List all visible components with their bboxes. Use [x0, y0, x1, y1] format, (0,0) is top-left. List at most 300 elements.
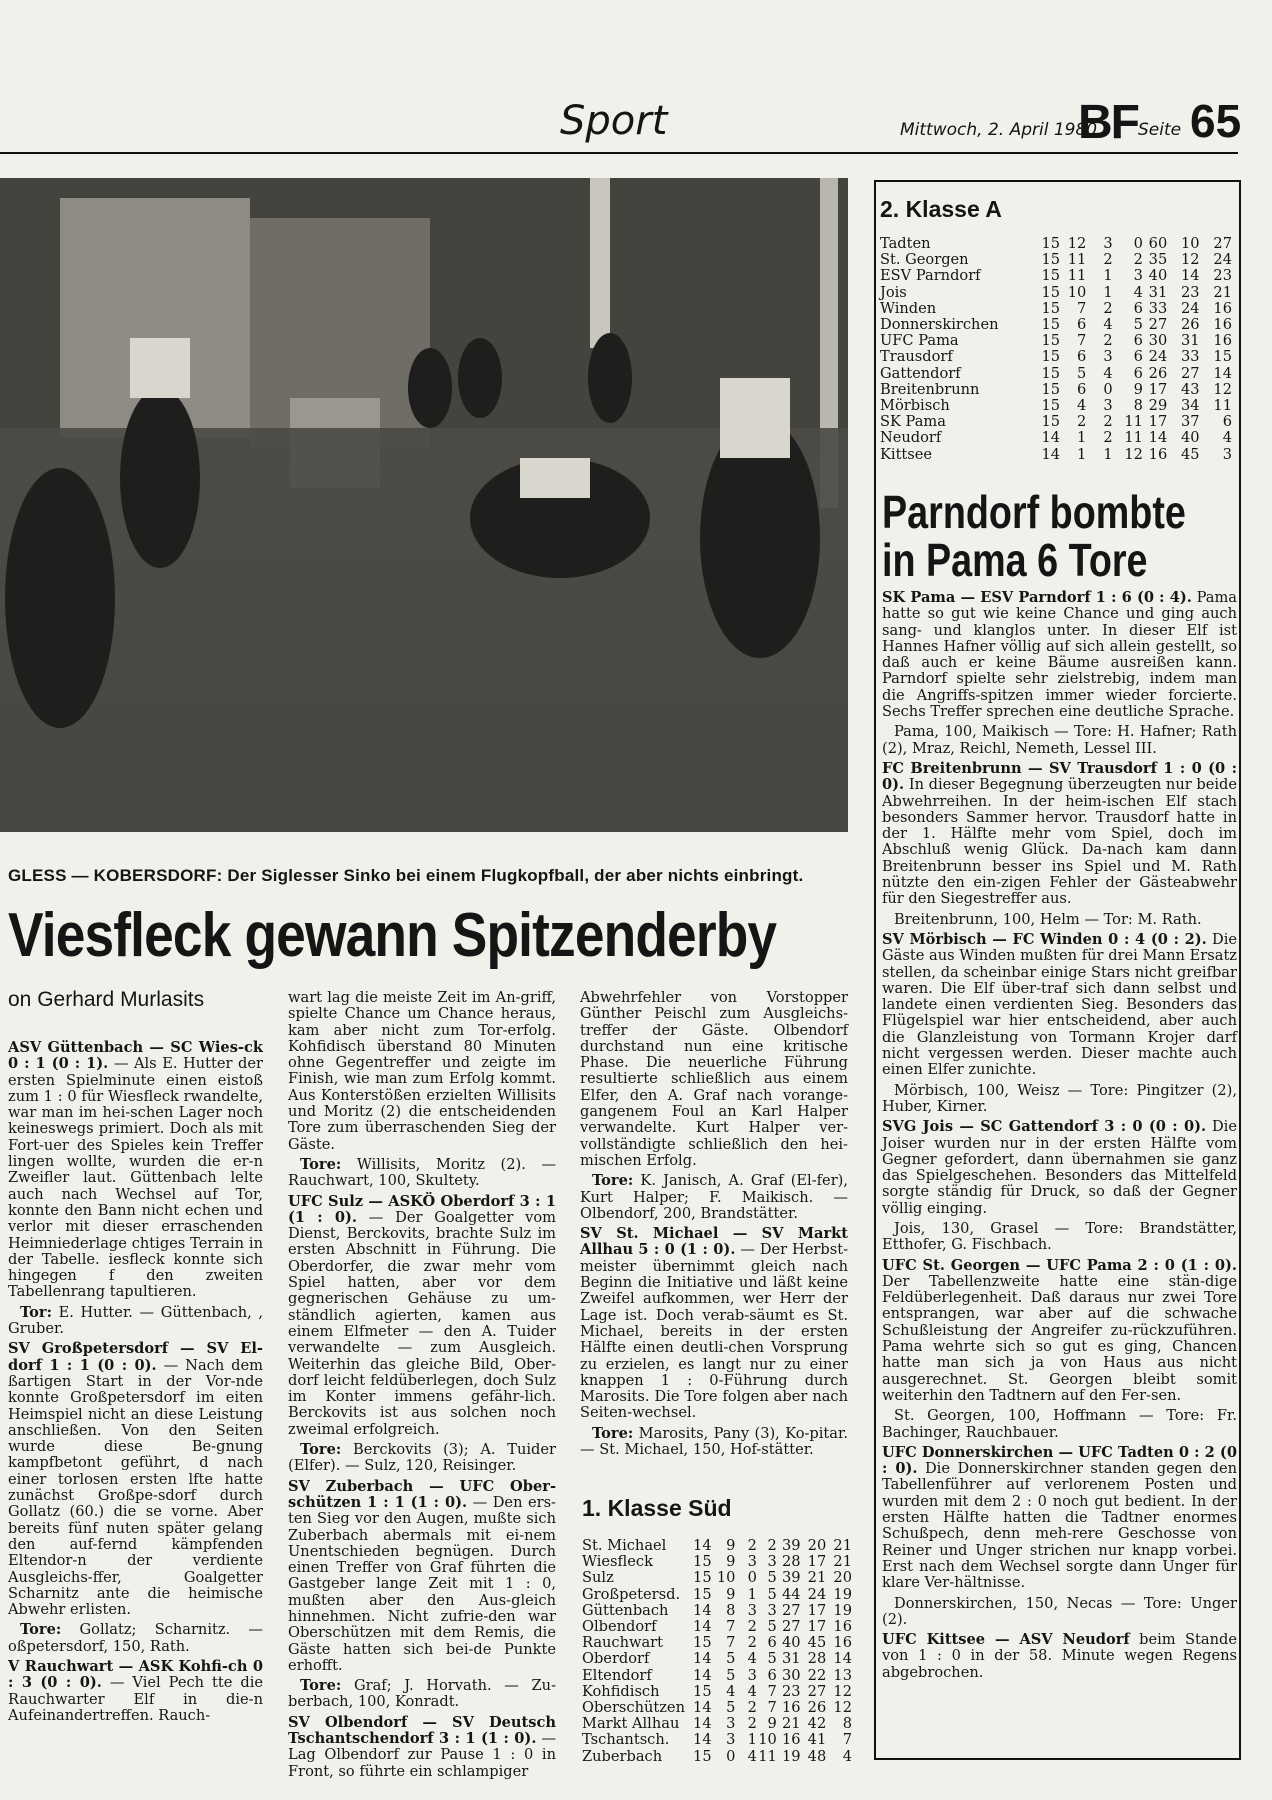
paragraph: UFC Donnerskirchen — UFC Tadten 0 : 2 (0 : 0). Die Donnerskirchner standen gegen den Tabellenführer auf verlorenem Posten und wurden mit dem 2 : 0 noch gut bedient. In der ersten Hälfte hatten die Tadtner enormes Schußpech, denn meh-rere Geschosse von Reiner und Unger strichen nur knapp vorbei. Erst nach dem Wechsel sorgte dann Unger für klare Ver-hältnisse. — [882, 1443, 1237, 1592]
stat-cell: 14 — [1181, 267, 1200, 285]
stat-cell: 15 — [1041, 283, 1061, 301]
stat-cell: 6 — [1222, 413, 1232, 431]
stat-cell: 17 — [807, 1601, 827, 1619]
paragraph: Tore: Gollatz; Scharnitz. — oßpetersdorf, 150, Rath. — [8, 1621, 264, 1655]
stat-cell: 14 — [693, 1601, 712, 1619]
table-title-klasse-sued: 1. Klasse Süd — [582, 1495, 732, 1521]
table-row — [880, 430, 1232, 446]
stat-cell: 9 — [726, 1553, 736, 1571]
paragraph: Mörbisch, 100, Weisz — Tore: Pingitzer (2), Huber, Kirner. — [882, 1081, 1237, 1115]
stat-cell: 27 — [1148, 316, 1168, 334]
stat-cell: 19 — [833, 1601, 852, 1619]
stat-cell: 41 — [807, 1731, 827, 1749]
paragraph: Pama, 100, Maikisch — Tore: H. Hafner; Rath (2), Mraz, Reichl, Nemeth, Lessel III. — [882, 723, 1237, 757]
paragraph: SV St. Michael — SV Markt Allhau 5 : 0 (1 : 0). — Der Herbst-meister übernimmt gleich nach Beginn die Initiative und läßt keine Zweifel aufkommen, wer Herr der Lage ist. Doch verab-säumt es St. Michael, bereits in der ersten Hälfte einen deutli-chen Vorsprung zu erzielen, es langt nur zu einer knappen 1 : 0-Führung durch Marosits. Die Tore folgen aber nach Seiten-wechsel. — [580, 1225, 849, 1422]
team-name: Neudorf — [880, 429, 942, 447]
stat-cell: 31 — [1181, 332, 1200, 350]
table-row — [880, 236, 1232, 252]
stat-cell: 14 — [833, 1650, 852, 1668]
stat-cell: 6 — [1133, 348, 1143, 366]
stat-cell: 39 — [781, 1569, 801, 1587]
stat-cell: 3 — [767, 1601, 777, 1619]
stat-cell: 10 — [1181, 235, 1200, 252]
stat-cell: 4 — [1103, 364, 1113, 382]
stat-cell: 3 — [747, 1553, 757, 1571]
stat-cell: 14 — [693, 1715, 712, 1733]
stat-cell: 8 — [726, 1601, 736, 1619]
stat-cell: 7 — [726, 1634, 736, 1652]
stat-cell: 1 — [1103, 267, 1113, 285]
team-name: Zuberbach — [582, 1747, 663, 1765]
header-rule — [0, 152, 1238, 154]
stat-cell: 3 — [1103, 235, 1113, 252]
stat-cell: 12 — [833, 1699, 852, 1717]
stat-cell: 26 — [807, 1699, 827, 1717]
stat-cell: 12 — [1213, 380, 1232, 398]
photo-caption: GLESS — KOBERSDORF: Der Siglesser Sinko bei einem Flugkopfball, der aber nichts einbringt. — [8, 866, 804, 885]
team-name: St. Georgen — [880, 251, 969, 269]
page-label: Seite — [1138, 120, 1182, 140]
stat-cell: 9 — [1133, 380, 1143, 398]
team-name: Tadten — [880, 235, 931, 252]
stat-cell: 11 — [1067, 251, 1087, 269]
article-column-1 — [8, 1040, 263, 1728]
stat-cell: 2 — [1103, 299, 1113, 317]
stat-cell: 14 — [1041, 429, 1061, 447]
stat-cell: 8 — [842, 1715, 852, 1733]
table-row — [582, 1732, 852, 1748]
stat-cell: 3 — [1222, 445, 1232, 463]
stat-cell: 2 — [1103, 332, 1113, 350]
team-name: UFC Pama — [880, 332, 959, 350]
paragraph: St. Georgen, 100, Hoffmann — Tore: Fr. Bachinger, Rauchbauer. — [882, 1407, 1237, 1441]
stat-cell: 12 — [833, 1682, 852, 1700]
stat-cell: 24 — [807, 1585, 827, 1603]
stat-cell: 2 — [747, 1715, 757, 1733]
team-name: Wiesfleck — [582, 1553, 653, 1571]
stat-cell: 23 — [1213, 267, 1232, 285]
stat-cell: 0 — [1103, 380, 1113, 398]
stat-cell: 23 — [1181, 283, 1200, 301]
table-row — [582, 1538, 852, 1554]
stat-cell: 16 — [833, 1618, 852, 1636]
stat-cell: 30 — [781, 1666, 801, 1684]
table-row — [880, 285, 1232, 301]
stat-cell: 9 — [726, 1537, 736, 1554]
stat-cell: 24 — [1181, 299, 1200, 317]
stat-cell: 0 — [726, 1747, 736, 1765]
stat-cell: 12 — [1067, 235, 1087, 252]
stat-cell: 15 — [1041, 316, 1061, 334]
stat-cell: 4 — [1133, 283, 1143, 301]
stat-cell: 16 — [1148, 445, 1168, 463]
stat-cell: 14 — [693, 1618, 712, 1636]
team-name: Olbendorf — [582, 1618, 657, 1636]
stat-cell: 3 — [726, 1715, 736, 1733]
stat-cell: 15 — [1041, 380, 1061, 398]
stat-cell: 15 — [1041, 332, 1061, 350]
stat-cell: 15 — [693, 1682, 712, 1700]
stat-cell: 17 — [1148, 413, 1168, 431]
stat-cell: 1 — [747, 1731, 757, 1749]
table-row — [582, 1684, 852, 1700]
team-name: Kittsee — [880, 445, 933, 463]
table-row — [880, 398, 1232, 414]
stat-cell: 15 — [693, 1585, 712, 1603]
stat-cell: 12 — [1181, 251, 1200, 269]
stat-cell: 6 — [1077, 380, 1087, 398]
stat-cell: 14 — [1213, 364, 1232, 382]
stat-cell: 5 — [1133, 316, 1143, 334]
stat-cell: 14 — [693, 1666, 712, 1684]
stat-cell: 21 — [833, 1537, 852, 1554]
stat-cell: 28 — [807, 1650, 827, 1668]
paragraph: Tore: Marosits, Pany (3), Ko-pitar. — St. Michael, 150, Hof-stätter. — [580, 1424, 849, 1459]
table-row — [582, 1570, 852, 1586]
stat-cell: 10 — [716, 1569, 736, 1587]
table-row — [582, 1668, 852, 1684]
stat-cell: 1 — [1103, 445, 1113, 463]
stat-cell: 3 — [767, 1553, 777, 1571]
byline: on Gerhard Murlasits — [8, 988, 205, 1011]
stat-cell: 15 — [1041, 397, 1061, 415]
table-row — [582, 1635, 852, 1651]
stat-cell: 20 — [807, 1537, 827, 1554]
stat-cell: 5 — [767, 1618, 777, 1636]
team-name: Donnerskirchen — [880, 316, 999, 334]
team-name: Trausdorf — [880, 348, 953, 366]
stat-cell: 1 — [1103, 283, 1113, 301]
stat-cell: 4 — [1222, 429, 1232, 447]
team-name: Sulz — [582, 1569, 614, 1587]
stat-cell: 5 — [726, 1650, 736, 1668]
stat-cell: 6 — [1133, 299, 1143, 317]
stat-cell: 6 — [1133, 332, 1143, 350]
stat-cell: 40 — [781, 1634, 801, 1652]
stat-cell: 21 — [1213, 283, 1232, 301]
stat-cell: 27 — [781, 1618, 801, 1636]
stat-cell: 15 — [1041, 267, 1061, 285]
stat-cell: 2 — [1103, 251, 1113, 269]
stat-cell: 15 — [1041, 299, 1061, 317]
table-row — [880, 268, 1232, 284]
stat-cell: 5 — [726, 1699, 736, 1717]
stat-cell: 5 — [767, 1650, 777, 1668]
paragraph: wart lag die meiste Zeit im An-griff, spielte Chance um Chance heraus, kam aber nicht zum Tor-erfolg. Kohfidisch überstand 80 Minuten ohne Gegentreffer und zeigte im Finish, wie man zum Erfolg kommt. Aus Konterstößen erzielten Willisits und Moritz (2) die entscheidenden Tore zum überraschenden Sieg der Gäste. — [288, 989, 556, 1153]
paragraph: ASV Güttenbach — SC Wies-ck 0 : 1 (0 : 1). — Als E. Hutter der ersten Spielminute einen eistoß zum 1 : 0 für Wiesfleck rwandelte, war man im hei-schen Lager noch keineswegs primiert. Doch als mit Fort-uer des Spieles kein Treffer lingen wollte, wurden die er-n Zweifler laut. Güttenbach lelte auch nach Wechsel auf Tor, konnte den Bann nicht echen und verlor mit dieser erraschenden Heimniederlage chtiges Terrain in der Tabelle. iesfleck konnte sich hingegen f den zweiten Tabellenrang tapultieren. — [8, 1039, 264, 1301]
stat-cell: 19 — [833, 1585, 852, 1603]
standings-table-klasse-sued — [582, 1538, 852, 1765]
team-name: Breitenbrunn — [880, 380, 980, 398]
stat-cell: 31 — [1148, 283, 1168, 301]
stat-cell: 1 — [1077, 445, 1087, 463]
paragraph: SV Mörbisch — FC Winden 0 : 4 (0 : 2). Die Gäste aus Winden mußten für drei Mann Ersatz stellen, da scheinbar einige Stars nicht greifbar waren. Die Elf über-traf sich dann selbst und landete einen verdienten Sieg. Besonders das Flügelspiel war hier entscheidend, aber auch die Glanzleistung von Tormann Krojer darf nicht vergessen werden. Dieser machte auch einen Elfer zunichte. — [882, 930, 1238, 1079]
paragraph: Jois, 130, Grasel — Tore: Brandstätter, Etthofer, G. Fischbach. — [882, 1219, 1237, 1254]
stat-cell: 4 — [747, 1682, 757, 1700]
stat-cell: 16 — [781, 1731, 801, 1749]
paragraph: Tore: K. Janisch, A. Graf (El-fer), Kurt Halper; F. Maikisch. — Olbendorf, 200, Brandstätter. — [580, 1172, 849, 1222]
stat-cell: 16 — [1213, 299, 1232, 317]
stat-cell: 37 — [1181, 413, 1200, 431]
table-row — [880, 366, 1232, 382]
side-headline — [882, 488, 1186, 584]
table-row — [582, 1603, 852, 1619]
stat-cell: 5 — [1077, 364, 1087, 382]
stat-cell: 43 — [1181, 380, 1200, 398]
table-row — [880, 317, 1232, 333]
table-row — [880, 382, 1232, 398]
stat-cell: 28 — [781, 1553, 801, 1571]
table-row — [880, 349, 1232, 365]
stat-cell: 27 — [1213, 235, 1232, 252]
stat-cell: 48 — [807, 1747, 827, 1765]
table-row — [880, 447, 1232, 463]
article-column-3 — [580, 990, 848, 1462]
stat-cell: 33 — [1181, 348, 1200, 366]
stat-cell: 60 — [1148, 235, 1168, 252]
stat-cell: 14 — [1148, 429, 1168, 447]
paragraph: V Rauchwart — ASK Kohfi-ch 0 : 3 (0 : 0). — Viel Pech tte die Rauchwarter Elf in die-n Aufeinandertreffen. Rauch- — [8, 1657, 264, 1724]
stat-cell: 4 — [747, 1747, 757, 1765]
stat-cell: 10 — [1067, 283, 1087, 301]
stat-cell: 40 — [1181, 429, 1200, 447]
stat-cell: 5 — [767, 1569, 777, 1587]
stat-cell: 24 — [1148, 348, 1168, 366]
stat-cell: 4 — [1077, 397, 1087, 415]
table-row — [582, 1587, 852, 1603]
stat-cell: 34 — [1181, 397, 1200, 415]
stat-cell: 6 — [1077, 316, 1087, 334]
stat-cell: 3 — [1103, 348, 1113, 366]
paragraph: SV Zuberbach — UFC Ober-schützen 1 : 1 (1 : 0). — Den ers-ten Sieg vor den Augen, mußte sich Zuberbach abermals mit ei-nem Unentschieden begnügen. Durch einen Treffer von Graf führten die Gastgeber lange Zeit mit 1 : 0, mußten aber den Aus-gleich hinnehmen. Nicht zufrie-den war Oberschützen mit dem Remis, die Gäste hatten sich bei-de Punkte erhofft. — [288, 1477, 556, 1674]
stat-cell: 11 — [758, 1747, 777, 1765]
stat-cell: 7 — [726, 1618, 736, 1636]
stat-cell: 2 — [747, 1634, 757, 1652]
stat-cell: 6 — [767, 1666, 777, 1684]
side-article-column — [882, 590, 1237, 1685]
paragraph: UFC Kittsee — ASV Neudorf beim Stande von 1 : 0 in der 58. Minute wegen Regens abgebrochen. — [882, 1631, 1237, 1681]
stat-cell: 7 — [1077, 299, 1087, 317]
paragraph: Tore: Berckovits (3); A. Tuider (Elfer). — Sulz, 120, Reisinger. — [288, 1441, 556, 1475]
paragraph: Tore: Graf; J. Horvath. — Zu-berbach, 100, Konradt. — [288, 1677, 557, 1711]
stat-cell: 16 — [781, 1699, 801, 1717]
stat-cell: 15 — [1041, 235, 1061, 252]
stat-cell: 6 — [767, 1634, 777, 1652]
stat-cell: 5 — [767, 1585, 777, 1603]
team-name: Oberdorf — [582, 1650, 650, 1668]
stat-cell: 31 — [781, 1650, 801, 1668]
stat-cell: 14 — [693, 1537, 712, 1554]
table-title-klasse-a: 2. Klasse A — [880, 196, 1002, 222]
team-name: Großpetersd. — [582, 1585, 681, 1603]
team-name: Güttenbach — [582, 1601, 669, 1619]
stat-cell: 15 — [1041, 251, 1061, 269]
stat-cell: 8 — [1133, 397, 1143, 415]
stat-cell: 2 — [1133, 251, 1143, 269]
stat-cell: 24 — [1213, 251, 1232, 269]
paragraph: UFC Sulz — ASKÖ Oberdorf 3 : 1 (1 : 0). — Der Goalgetter vom Dienst, Berckovits, brachte Sulz im ersten Abschnitt in Führung. Die Oberdorfer, die zwar mehr vom Spiel hatten, aber vor dem gegnerischen Gehäuse zu um-ständlich agierten, kamen aus einem Elfmeter — den A. Tuider verwandelte — zum Ausgleich. Weiterhin das gleiche Bild, Ober-dorf leicht feldüberlegen, doch Sulz im Konter immens gefähr-lich. Berckovits ist aus solchen noch zweimal erfolgreich. — [288, 1192, 557, 1438]
stat-cell: 27 — [781, 1601, 801, 1619]
stat-cell: 2 — [767, 1537, 777, 1554]
team-name: ESV Parndorf — [880, 267, 981, 285]
stat-cell: 16 — [1213, 316, 1232, 334]
team-name: Tschantsch. — [582, 1731, 670, 1749]
stat-cell: 30 — [1148, 332, 1168, 350]
match-photo — [0, 178, 848, 832]
stat-cell: 19 — [781, 1747, 801, 1765]
stat-cell: 2 — [747, 1699, 757, 1717]
stat-cell: 2 — [747, 1537, 757, 1554]
stat-cell: 13 — [833, 1666, 852, 1684]
stat-cell: 16 — [1213, 332, 1232, 350]
stat-cell: 11 — [1124, 413, 1143, 431]
stat-cell: 3 — [726, 1731, 736, 1749]
stat-cell: 1 — [747, 1585, 757, 1603]
stat-cell: 22 — [807, 1666, 827, 1684]
table-row — [582, 1700, 852, 1716]
table-row — [582, 1651, 852, 1667]
stat-cell: 0 — [747, 1569, 757, 1587]
newspaper-logo: BF — [1078, 96, 1138, 149]
issue-date: Mittwoch, 2. April 1980 — [900, 120, 1098, 140]
stat-cell: 11 — [1067, 267, 1087, 285]
paragraph: FC Breitenbrunn — SV Trausdorf 1 : 0 (0 : 0). In dieser Begegnung überzeugten nur beide Abwehrreihen. In der heim-ischen Elf stach besonders Sammer hervor. Trausdorf hatte in der 1. Hälfte mehr vom Spiel, doch im Abschluß wenig Glück. Da-nach kam dann Breitenbrunn besser ins Spiel und M. Rath nützte den ein-zigen Fehler der Gästeabwehr für den Siegestreffer aus. — [882, 759, 1238, 908]
stat-cell: 9 — [767, 1715, 777, 1733]
stat-cell: 21 — [807, 1569, 827, 1587]
table-row — [582, 1749, 852, 1765]
stat-cell: 7 — [767, 1699, 777, 1717]
stat-cell: 10 — [758, 1731, 777, 1749]
stat-cell: 14 — [693, 1731, 712, 1749]
stat-cell: 26 — [1148, 364, 1168, 382]
team-name: Gattendorf — [880, 364, 961, 382]
stat-cell: 45 — [1181, 445, 1200, 463]
stat-cell: 45 — [807, 1634, 827, 1652]
team-name: Eltendorf — [582, 1666, 652, 1684]
stat-cell: 21 — [833, 1553, 852, 1571]
paragraph: SV Großpetersdorf — SV El-dorf 1 : 1 (0 : 0). — Nach dem ßartigen Start in der Vor-nde konnte Großpetersdorf im eiten Heimspiel nicht an diese Leistung anschließen. Von den Seiten wurde diese Be-gnung kampfbetont geführt, d nach einer torlosen ersten lfte hatte zunächst Großpe-sdorf durch Gollatz (60.) die se vorne. Aber bereits fünf nuten später gelang den auf-fernd kämpfenden Eltendor-n der verdiente Ausgleichs-ffer, Goalgetter Scharnitz ante die heimische Abwehr erlisten. — [8, 1340, 263, 1619]
stat-cell: 15 — [1041, 348, 1061, 366]
stat-cell: 7 — [842, 1731, 852, 1749]
stat-cell: 5 — [726, 1666, 736, 1684]
stat-cell: 26 — [1181, 316, 1200, 334]
stat-cell: 1 — [1077, 429, 1087, 447]
stat-cell: 4 — [842, 1747, 852, 1765]
stat-cell: 14 — [693, 1699, 712, 1717]
stat-cell: 3 — [1103, 397, 1113, 415]
stat-cell: 9 — [726, 1585, 736, 1603]
team-name: Kohfidisch — [582, 1682, 660, 1700]
stat-cell: 23 — [781, 1682, 801, 1700]
stat-cell: 15 — [693, 1569, 712, 1587]
paragraph: SK Pama — ESV Parndorf 1 : 6 (0 : 4). Pama hatte so gut wie keine Chance und ging auch sang- und klanglos unter. In dieser Elf ist Hannes Hafner völlig auf sich allein gestellt, so daß auch er keine Bäume ausreißen kann. Parndorf spielte sehr zielstrebig, indem man die Angriffs-spitzen immer wieder forcierte. Sechs Treffer sprechen eine deutliche Sprache. — [882, 589, 1237, 721]
stat-cell: 3 — [747, 1666, 757, 1684]
main-headline: Viesfleck gewann Spitzenderby — [8, 901, 777, 970]
stat-cell: 33 — [1148, 299, 1168, 317]
section-title: Sport — [560, 98, 668, 144]
stat-cell: 21 — [781, 1715, 801, 1733]
stat-cell: 0 — [1133, 235, 1143, 252]
team-name: Winden — [880, 299, 937, 317]
paragraph: Tor: E. Hutter. — Güttenbach, , Gruber. — [8, 1303, 263, 1338]
stat-cell: 11 — [1124, 429, 1143, 447]
side-headline-line-1: Parndorf bombte — [882, 486, 1186, 538]
team-name: Jois — [880, 283, 907, 301]
stat-cell: 42 — [807, 1715, 827, 1733]
stat-cell: 20 — [833, 1569, 852, 1587]
paragraph: Donnerskirchen, 150, Necas — Tore: Unger (2). — [882, 1594, 1237, 1628]
stat-cell: 17 — [807, 1618, 827, 1636]
stat-cell: 4 — [1103, 316, 1113, 334]
stat-cell: 2 — [1103, 429, 1113, 447]
table-row — [582, 1619, 852, 1635]
table-row — [582, 1554, 852, 1570]
stat-cell: 14 — [1041, 445, 1061, 463]
stat-cell: 6 — [1077, 348, 1087, 366]
stat-cell: 7 — [767, 1682, 777, 1700]
table-row — [880, 301, 1232, 317]
stat-cell: 15 — [693, 1553, 712, 1571]
stat-cell: 11 — [1213, 397, 1232, 415]
stat-cell: 15 — [1213, 348, 1232, 366]
stat-cell: 14 — [693, 1650, 712, 1668]
stat-cell: 15 — [693, 1747, 712, 1765]
team-name: Markt Allhau — [582, 1715, 680, 1733]
side-headline-line-2: in Pama 6 Tore — [882, 534, 1148, 586]
stat-cell: 15 — [1041, 413, 1061, 431]
stat-cell: 6 — [1133, 364, 1143, 382]
table-row — [880, 333, 1232, 349]
page-number: 65 — [1190, 95, 1242, 147]
team-name: SK Pama — [880, 413, 946, 431]
paragraph: Tore: Willisits, Moritz (2). — Rauchwart, 100, Skultety. — [288, 1155, 557, 1190]
stat-cell: 29 — [1148, 397, 1168, 415]
table-row — [880, 252, 1232, 268]
team-name: Rauchwart — [582, 1634, 664, 1652]
table-row — [880, 414, 1232, 430]
stat-cell: 44 — [781, 1585, 801, 1603]
stat-cell: 27 — [807, 1682, 827, 1700]
team-name: St. Michael — [582, 1537, 667, 1554]
stat-cell: 17 — [1148, 380, 1168, 398]
stat-cell: 7 — [1077, 332, 1087, 350]
stat-cell: 4 — [747, 1650, 757, 1668]
stat-cell: 2 — [1077, 413, 1087, 431]
stat-cell: 3 — [1133, 267, 1143, 285]
stat-cell: 2 — [1103, 413, 1113, 431]
table-row — [582, 1716, 852, 1732]
stat-cell: 17 — [807, 1553, 827, 1571]
team-name: Mörbisch — [880, 397, 950, 415]
stat-cell: 39 — [781, 1537, 801, 1554]
team-name: Oberschützen — [582, 1699, 685, 1717]
stat-cell: 35 — [1148, 251, 1168, 269]
standings-table-klasse-a — [880, 236, 1232, 463]
stat-cell: 3 — [747, 1601, 757, 1619]
paragraph: Breitenbrunn, 100, Helm — Tor: M. Rath. — [894, 910, 1202, 928]
article-column-2 — [288, 990, 556, 1784]
stat-cell: 40 — [1148, 267, 1168, 285]
stat-cell: 12 — [1124, 445, 1143, 463]
stat-cell: 15 — [693, 1634, 712, 1652]
stat-cell: 16 — [833, 1634, 852, 1652]
paragraph: SV Olbendorf — SV Deutsch Tschantschendorf 3 : 1 (1 : 0). — Lag Olbendorf zur Pause 1 : 0 in Front, so führte ein schlampiger — [288, 1713, 557, 1780]
stat-cell: 4 — [726, 1682, 736, 1700]
stat-cell: 15 — [1041, 364, 1061, 382]
paragraph: SVG Jois — SC Gattendorf 3 : 0 (0 : 0). Die Joiser wurden nur in der ersten Hälfte vom Gegner gefordert, dann übernahmen sie ganz das Spielgeschehen. Besonders das Mittelfeld sorgte ständig für Druck, so daß der Gegner völlig einging. — [882, 1118, 1237, 1217]
paragraph: Abwehrfehler von Vorstopper Günther Peischl zum Ausgleichs-treffer der Gäste. Olbendorf durchstand nun eine kritische Phase. Die neuerliche Führung resultierte schließlich aus einem Elfer, den A. Graf nach vorange-gangenem Foul an Karl Halper verwandelte. Kurt Halper ver-vollständigte schließlich den hei-mischen Erfolg. — [580, 989, 848, 1169]
stat-cell: 2 — [747, 1618, 757, 1636]
